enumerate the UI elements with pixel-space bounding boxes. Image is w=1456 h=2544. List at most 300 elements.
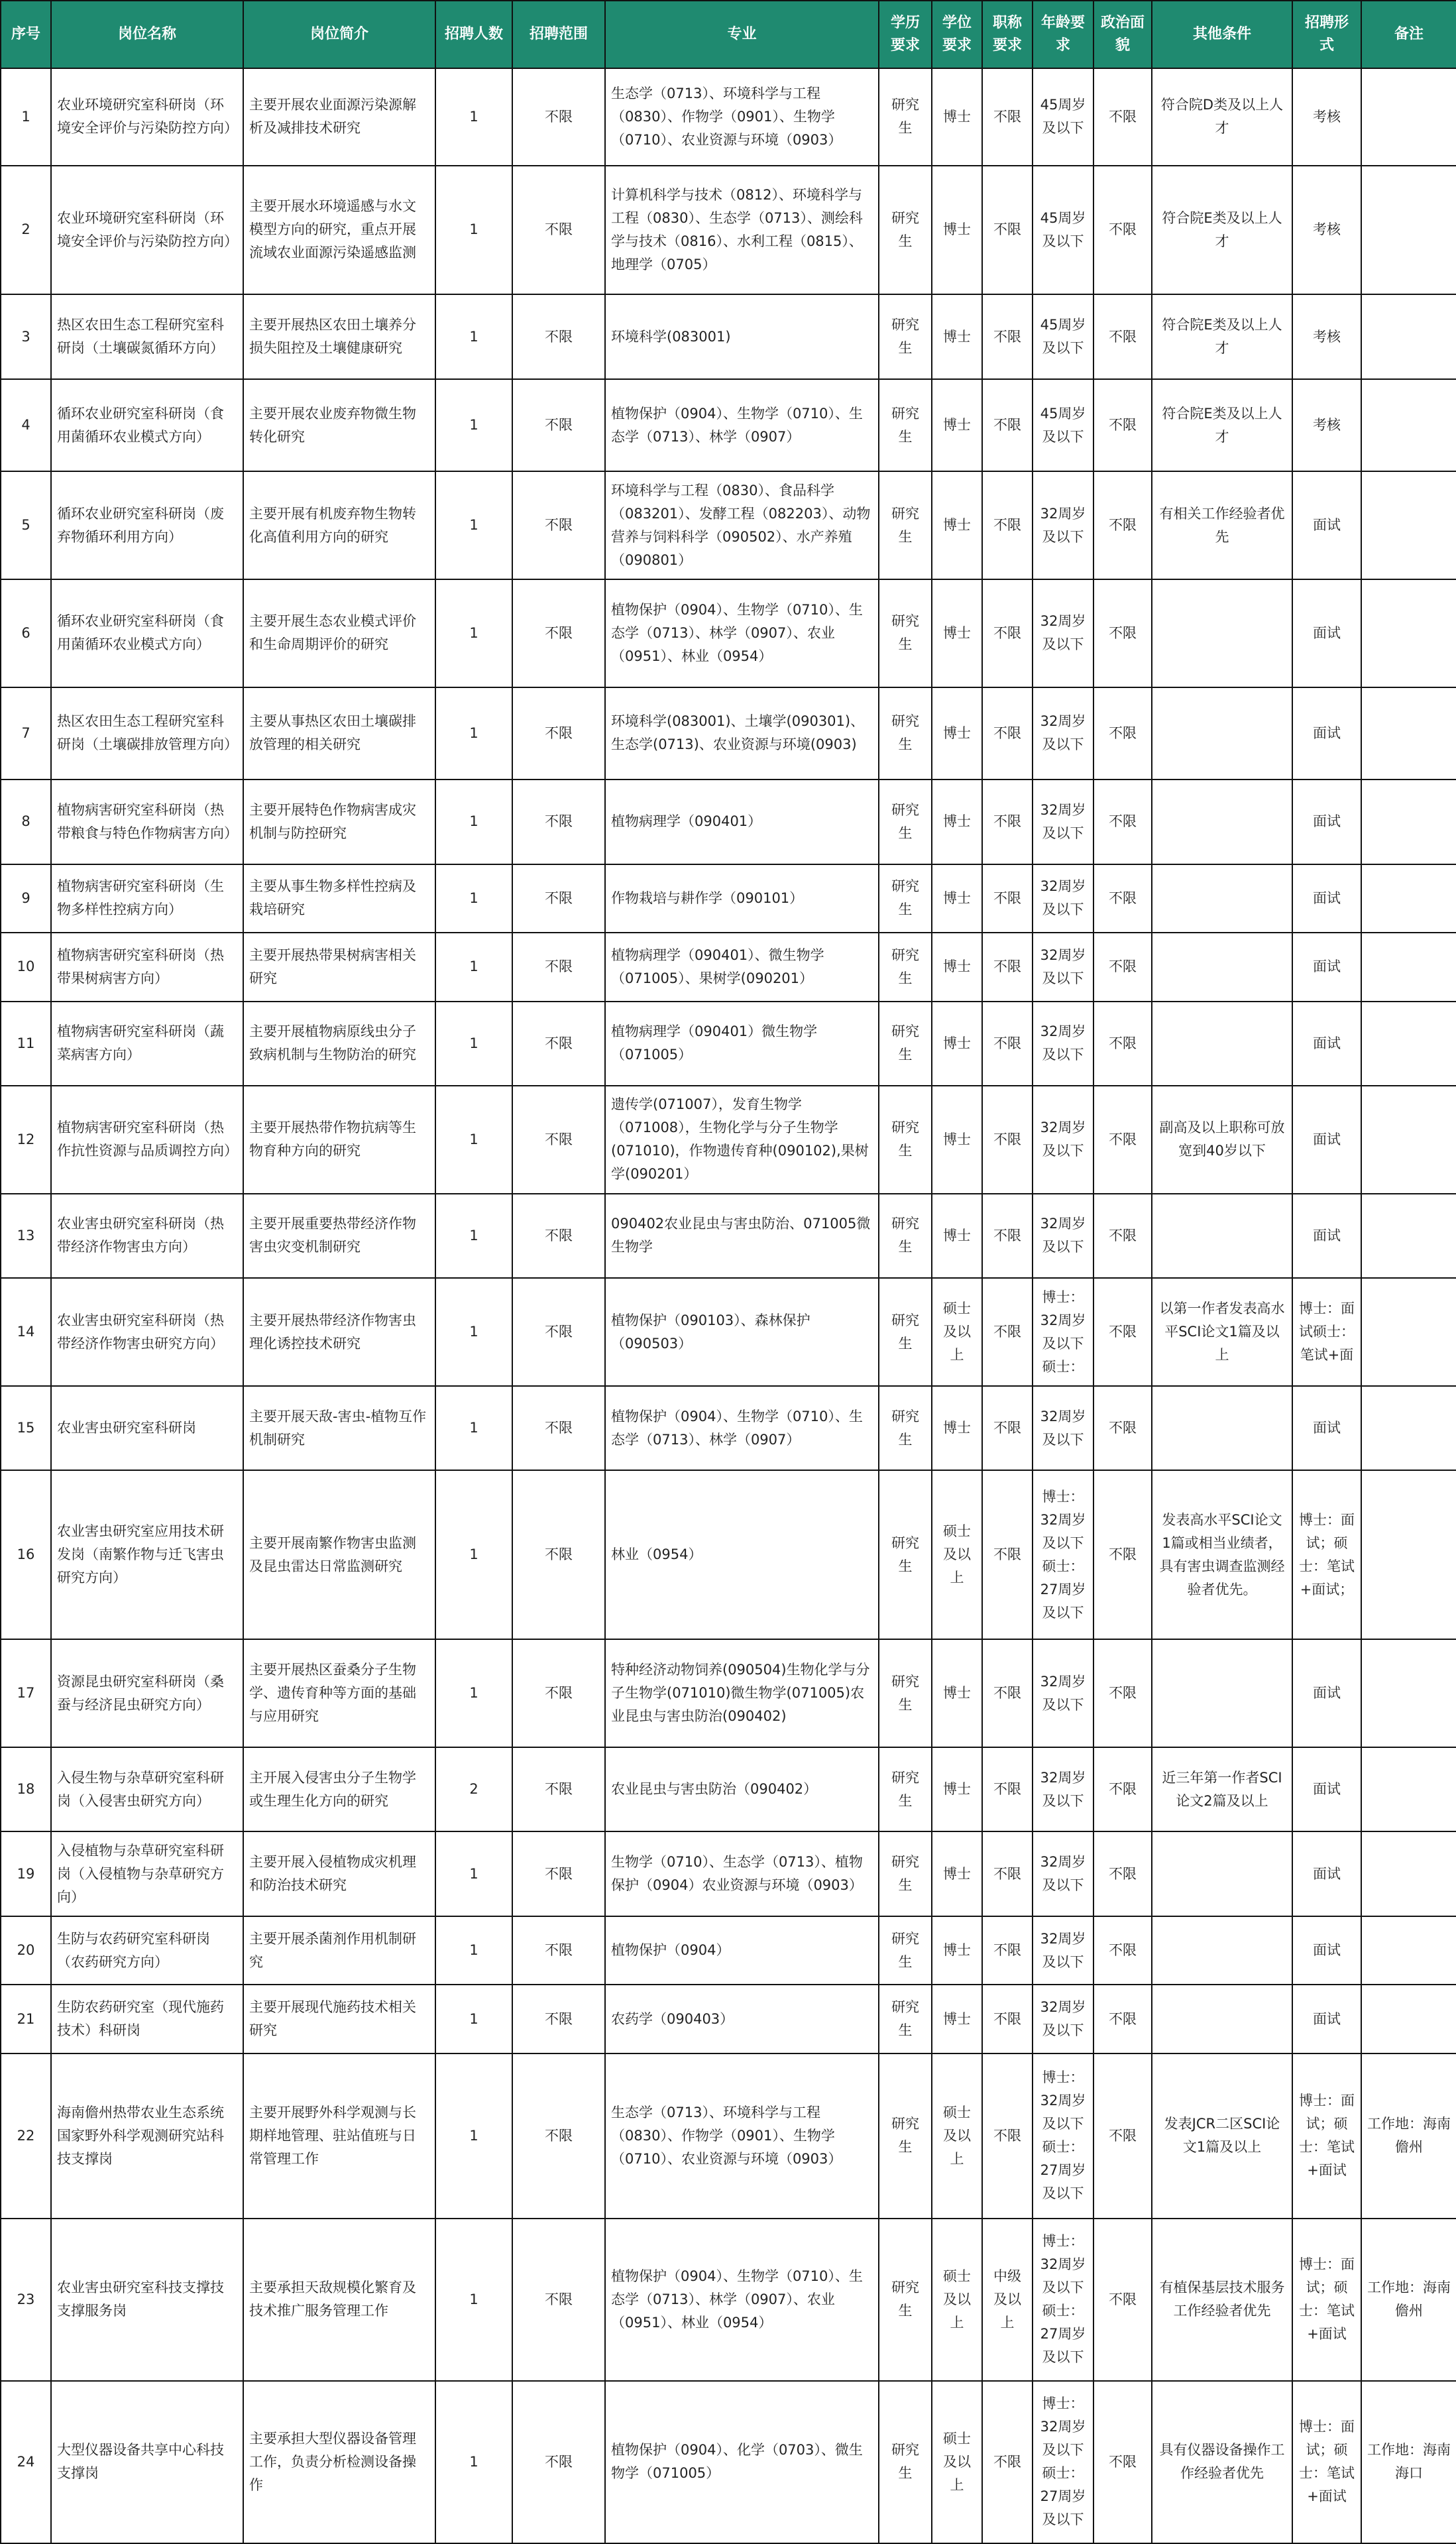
cell-scope: 不限 bbox=[512, 1747, 605, 1832]
cell-headcount: 1 bbox=[435, 166, 512, 295]
cell-scope: 不限 bbox=[512, 864, 605, 933]
cell-remarks bbox=[1361, 1916, 1456, 1985]
cell-remarks bbox=[1361, 579, 1456, 687]
cell-headcount: 1 bbox=[435, 1278, 512, 1386]
table-row bbox=[1, 68, 1456, 166]
cell-index: 17 bbox=[1, 1639, 51, 1747]
cell-index: 3 bbox=[1, 294, 51, 379]
cell-position-summary: 主要从事生物多样性控病及栽培研究 bbox=[243, 864, 435, 933]
col-header-title-requirement: 职称要求 bbox=[982, 1, 1033, 68]
cell-position-summary: 主要开展农业面源污染源解析及减排技术研究 bbox=[243, 68, 435, 166]
cell-position-summary: 主要开展杀菌剂作用机制研究 bbox=[243, 1916, 435, 1985]
cell-education: 研究生 bbox=[879, 68, 932, 166]
cell-age: 32周岁及以下 bbox=[1033, 579, 1093, 687]
cell-age: 45周岁及以下 bbox=[1033, 294, 1093, 379]
cell-recruit-method: 博士：面试硕士：笔试+面 bbox=[1292, 1278, 1361, 1386]
cell-political-status: 不限 bbox=[1093, 1747, 1152, 1832]
cell-position-summary: 主要开展热区农田土壤养分损失阻控及土壤健康研究 bbox=[243, 294, 435, 379]
cell-education: 研究生 bbox=[879, 1985, 932, 2053]
cell-index: 15 bbox=[1, 1386, 51, 1471]
cell-recruit-method: 博士：面试；硕士：笔试+面试 bbox=[1292, 2381, 1361, 2543]
cell-position-name: 资源昆虫研究室科研岗（桑蚕与经济昆虫研究方向） bbox=[51, 1639, 243, 1747]
cell-position-summary: 主开展入侵害虫分子生物学或生理生化方向的研究 bbox=[243, 1747, 435, 1832]
table-row bbox=[1, 1639, 1456, 1747]
cell-age: 32周岁及以下 bbox=[1033, 1639, 1093, 1747]
cell-headcount: 1 bbox=[435, 2219, 512, 2381]
cell-major: 植物病理学（090401） bbox=[605, 780, 879, 864]
cell-other-conditions: 具有仪器设备操作工作经验者优先 bbox=[1152, 2381, 1292, 2543]
cell-position-name: 海南儋州热带农业生态系统国家野外科学观测研究站科技支撑岗 bbox=[51, 2053, 243, 2219]
col-header-other-conditions: 其他条件 bbox=[1152, 1, 1292, 68]
cell-major: 植物病理学（090401）微生物学（071005） bbox=[605, 1002, 879, 1086]
table-row bbox=[1, 1831, 1456, 1916]
cell-education: 研究生 bbox=[879, 1470, 932, 1639]
cell-index: 8 bbox=[1, 780, 51, 864]
cell-position-name: 植物病害研究室科研岗（生物多样性控病方向） bbox=[51, 864, 243, 933]
cell-age: 45周岁及以下 bbox=[1033, 379, 1093, 472]
cell-education: 研究生 bbox=[879, 2219, 932, 2381]
cell-education: 研究生 bbox=[879, 1831, 932, 1916]
cell-other-conditions bbox=[1152, 933, 1292, 1001]
cell-position-summary: 主要开展南繁作物害虫监测及昆虫雷达日常监测研究 bbox=[243, 1470, 435, 1639]
cell-major: 环境科学与工程（0830）、食品科学（083201）、发酵工程（082203）、动物营养与饲料科学（090502）、水产养殖（090801） bbox=[605, 471, 879, 579]
cell-headcount: 1 bbox=[435, 1002, 512, 1086]
cell-degree: 博士 bbox=[932, 864, 982, 933]
cell-education: 研究生 bbox=[879, 471, 932, 579]
cell-position-name: 大型仪器设备共享中心科技支撑岗 bbox=[51, 2381, 243, 2543]
cell-headcount: 1 bbox=[435, 1194, 512, 1279]
cell-education: 研究生 bbox=[879, 166, 932, 295]
cell-position-summary: 主要开展热区蚕桑分子生物学、遗传育种等方面的基础与应用研究 bbox=[243, 1639, 435, 1747]
cell-political-status: 不限 bbox=[1093, 1386, 1152, 1471]
cell-headcount: 1 bbox=[435, 780, 512, 864]
cell-headcount: 1 bbox=[435, 864, 512, 933]
cell-scope: 不限 bbox=[512, 1639, 605, 1747]
cell-index: 22 bbox=[1, 2053, 51, 2219]
cell-position-summary: 主要开展特色作物病害成灾机制与防控研究 bbox=[243, 780, 435, 864]
table-body bbox=[1, 68, 1456, 2543]
cell-title-requirement: 不限 bbox=[982, 864, 1033, 933]
col-header-scope: 招聘范围 bbox=[512, 1, 605, 68]
cell-position-name: 循环农业研究室科研岗（食用菌循环农业模式方向） bbox=[51, 379, 243, 472]
cell-degree: 博士 bbox=[932, 1002, 982, 1086]
cell-political-status: 不限 bbox=[1093, 2381, 1152, 2543]
cell-scope: 不限 bbox=[512, 379, 605, 472]
cell-major: 植物保护（0904）、化学（0703）、微生物学（071005） bbox=[605, 2381, 879, 2543]
cell-title-requirement: 不限 bbox=[982, 68, 1033, 166]
cell-education: 研究生 bbox=[879, 2053, 932, 2219]
cell-title-requirement: 不限 bbox=[982, 166, 1033, 295]
cell-major: 林业（0954） bbox=[605, 1470, 879, 1639]
cell-title-requirement: 不限 bbox=[982, 471, 1033, 579]
col-header-age: 年龄要求 bbox=[1033, 1, 1093, 68]
cell-title-requirement: 不限 bbox=[982, 1639, 1033, 1747]
cell-position-name: 循环农业研究室科研岗（食用菌循环农业模式方向） bbox=[51, 579, 243, 687]
cell-scope: 不限 bbox=[512, 933, 605, 1001]
cell-age: 博士：32周岁及以下硕士：27周岁及以下 bbox=[1033, 2219, 1093, 2381]
cell-headcount: 1 bbox=[435, 1386, 512, 1471]
cell-recruit-method: 面试 bbox=[1292, 1831, 1361, 1916]
cell-political-status: 不限 bbox=[1093, 68, 1152, 166]
cell-political-status: 不限 bbox=[1093, 780, 1152, 864]
cell-education: 研究生 bbox=[879, 2381, 932, 2543]
table-row bbox=[1, 1086, 1456, 1194]
table-row bbox=[1, 1916, 1456, 1985]
cell-other-conditions: 符合院E类及以上人才 bbox=[1152, 166, 1292, 295]
col-header-position-summary: 岗位简介 bbox=[243, 1, 435, 68]
cell-remarks bbox=[1361, 780, 1456, 864]
cell-age: 45周岁及以下 bbox=[1033, 68, 1093, 166]
cell-education: 研究生 bbox=[879, 294, 932, 379]
cell-other-conditions bbox=[1152, 1639, 1292, 1747]
cell-other-conditions: 发表高水平SCI论文1篇或相当业绩者，具有害虫调查监测经验者优先。 bbox=[1152, 1470, 1292, 1639]
cell-degree: 博士 bbox=[932, 294, 982, 379]
cell-other-conditions: 符合院E类及以上人才 bbox=[1152, 294, 1292, 379]
cell-recruit-method: 面试 bbox=[1292, 471, 1361, 579]
cell-recruit-method: 考核 bbox=[1292, 379, 1361, 472]
table-row bbox=[1, 166, 1456, 295]
col-header-major: 专业 bbox=[605, 1, 879, 68]
col-header-degree: 学位要求 bbox=[932, 1, 982, 68]
col-header-recruit-method: 招聘形式 bbox=[1292, 1, 1361, 68]
cell-degree: 硕士及以上 bbox=[932, 1278, 982, 1386]
cell-major: 环境科学(083001) bbox=[605, 294, 879, 379]
cell-other-conditions bbox=[1152, 1916, 1292, 1985]
cell-remarks bbox=[1361, 1278, 1456, 1386]
cell-scope: 不限 bbox=[512, 1916, 605, 1985]
table-header-row bbox=[1, 1, 1456, 68]
cell-scope: 不限 bbox=[512, 780, 605, 864]
cell-political-status: 不限 bbox=[1093, 471, 1152, 579]
cell-position-summary: 主要开展重要热带经济作物害虫灾变机制研究 bbox=[243, 1194, 435, 1279]
cell-remarks bbox=[1361, 1002, 1456, 1086]
cell-other-conditions bbox=[1152, 780, 1292, 864]
cell-position-name: 生防与农药研究室科研岗（农药研究方向） bbox=[51, 1916, 243, 1985]
cell-political-status: 不限 bbox=[1093, 933, 1152, 1001]
cell-title-requirement: 不限 bbox=[982, 687, 1033, 780]
cell-major: 植物保护（0904）、生物学（0710）、生态学（0713）、林学（0907）、农业（0951）、林业（0954） bbox=[605, 579, 879, 687]
cell-index: 23 bbox=[1, 2219, 51, 2381]
cell-recruit-method: 博士：面试；硕士：笔试+面试 bbox=[1292, 2053, 1361, 2219]
cell-headcount: 1 bbox=[435, 579, 512, 687]
col-header-headcount: 招聘人数 bbox=[435, 1, 512, 68]
cell-recruit-method: 面试 bbox=[1292, 1194, 1361, 1279]
cell-title-requirement: 不限 bbox=[982, 1916, 1033, 1985]
cell-recruit-method: 考核 bbox=[1292, 166, 1361, 295]
cell-age: 32周岁及以下 bbox=[1033, 780, 1093, 864]
cell-degree: 硕士及以上 bbox=[932, 2219, 982, 2381]
cell-other-conditions bbox=[1152, 579, 1292, 687]
cell-title-requirement: 不限 bbox=[982, 2381, 1033, 2543]
cell-scope: 不限 bbox=[512, 1194, 605, 1279]
cell-degree: 博士 bbox=[932, 1747, 982, 1832]
cell-recruit-method: 面试 bbox=[1292, 1985, 1361, 2053]
cell-education: 研究生 bbox=[879, 1086, 932, 1194]
cell-headcount: 1 bbox=[435, 68, 512, 166]
cell-scope: 不限 bbox=[512, 579, 605, 687]
cell-index: 5 bbox=[1, 471, 51, 579]
table-row bbox=[1, 780, 1456, 864]
cell-scope: 不限 bbox=[512, 1386, 605, 1471]
cell-title-requirement: 不限 bbox=[982, 1194, 1033, 1279]
cell-age: 博士：32周岁及以下硕士：27周岁及以下 bbox=[1033, 2381, 1093, 2543]
cell-degree: 博士 bbox=[932, 780, 982, 864]
cell-major: 农业昆虫与害虫防治（090402） bbox=[605, 1747, 879, 1832]
cell-position-name: 农业害虫研究室应用技术研发岗（南繁作物与迁飞害虫研究方向） bbox=[51, 1470, 243, 1639]
cell-recruit-method: 博士：面试；硕士：笔试+面试； bbox=[1292, 1470, 1361, 1639]
cell-recruit-method: 面试 bbox=[1292, 1086, 1361, 1194]
cell-degree: 博士 bbox=[932, 1086, 982, 1194]
cell-recruit-method: 面试 bbox=[1292, 1747, 1361, 1832]
cell-recruit-method: 考核 bbox=[1292, 68, 1361, 166]
cell-major: 环境科学(083001)、土壤学(090301)、生态学(0713)、农业资源与环境(0903) bbox=[605, 687, 879, 780]
cell-title-requirement: 不限 bbox=[982, 780, 1033, 864]
cell-major: 遗传学(071007），发育生物学（071008），生物化学与分子生物学(071010)，作物遗传育种(090102),果树学(090201） bbox=[605, 1086, 879, 1194]
cell-age: 32周岁及以下 bbox=[1033, 1747, 1093, 1832]
cell-major: 农药学（090403） bbox=[605, 1985, 879, 2053]
cell-recruit-method: 考核 bbox=[1292, 294, 1361, 379]
cell-index: 13 bbox=[1, 1194, 51, 1279]
cell-remarks bbox=[1361, 1747, 1456, 1832]
cell-remarks bbox=[1361, 1386, 1456, 1471]
cell-position-name: 生防农药研究室（现代施药技术）科研岗 bbox=[51, 1985, 243, 2053]
cell-remarks bbox=[1361, 1470, 1456, 1639]
cell-position-summary: 主要承担大型仪器设备管理工作，负责分析检测设备操作 bbox=[243, 2381, 435, 2543]
cell-title-requirement: 不限 bbox=[982, 1747, 1033, 1832]
cell-political-status: 不限 bbox=[1093, 1470, 1152, 1639]
cell-degree: 博士 bbox=[932, 379, 982, 472]
cell-age: 32周岁及以下 bbox=[1033, 1916, 1093, 1985]
cell-position-name: 农业害虫研究室科技支撑技支撑服务岗 bbox=[51, 2219, 243, 2381]
cell-recruit-method: 面试 bbox=[1292, 933, 1361, 1001]
cell-political-status: 不限 bbox=[1093, 579, 1152, 687]
cell-scope: 不限 bbox=[512, 1470, 605, 1639]
cell-degree: 硕士及以上 bbox=[932, 2053, 982, 2219]
cell-education: 研究生 bbox=[879, 1747, 932, 1832]
table-row bbox=[1, 579, 1456, 687]
cell-remarks bbox=[1361, 1639, 1456, 1747]
cell-position-name: 入侵生物与杂草研究室科研岗（入侵害虫研究方向） bbox=[51, 1747, 243, 1832]
cell-position-name: 农业环境研究室科研岗（环境安全评价与污染防控方向） bbox=[51, 68, 243, 166]
cell-remarks bbox=[1361, 68, 1456, 166]
cell-headcount: 1 bbox=[435, 1916, 512, 1985]
cell-degree: 博士 bbox=[932, 166, 982, 295]
cell-remarks bbox=[1361, 471, 1456, 579]
cell-index: 18 bbox=[1, 1747, 51, 1832]
cell-age: 32周岁及以下 bbox=[1033, 864, 1093, 933]
cell-age: 32周岁及以下 bbox=[1033, 687, 1093, 780]
cell-position-summary: 主要开展天敌-害虫-植物互作机制研究 bbox=[243, 1386, 435, 1471]
cell-education: 研究生 bbox=[879, 579, 932, 687]
cell-title-requirement: 不限 bbox=[982, 579, 1033, 687]
cell-index: 19 bbox=[1, 1831, 51, 1916]
cell-title-requirement: 不限 bbox=[982, 933, 1033, 1001]
table-row bbox=[1, 2053, 1456, 2219]
cell-remarks bbox=[1361, 933, 1456, 1001]
cell-major: 特种经济动物饲养(090504)生物化学与分子生物学(071010)微生物学(071005)农业昆虫与害虫防治(090402) bbox=[605, 1639, 879, 1747]
cell-recruit-method: 面试 bbox=[1292, 1386, 1361, 1471]
cell-age: 32周岁及以下 bbox=[1033, 1386, 1093, 1471]
cell-remarks: 工作地：海南儋州 bbox=[1361, 2053, 1456, 2219]
cell-scope: 不限 bbox=[512, 1831, 605, 1916]
cell-headcount: 1 bbox=[435, 2381, 512, 2543]
cell-political-status: 不限 bbox=[1093, 1086, 1152, 1194]
cell-age: 32周岁及以下 bbox=[1033, 1985, 1093, 2053]
cell-age: 32周岁及以下 bbox=[1033, 471, 1093, 579]
cell-major: 作物栽培与耕作学（090101） bbox=[605, 864, 879, 933]
cell-position-name: 植物病害研究室科研岗（热作抗性资源与品质调控方向） bbox=[51, 1086, 243, 1194]
cell-headcount: 1 bbox=[435, 379, 512, 472]
cell-position-summary: 主要开展现代施药技术相关研究 bbox=[243, 1985, 435, 2053]
cell-scope: 不限 bbox=[512, 294, 605, 379]
cell-title-requirement: 不限 bbox=[982, 2053, 1033, 2219]
cell-position-name: 热区农田生态工程研究室科研岗（土壤碳排放管理方向） bbox=[51, 687, 243, 780]
cell-position-name: 植物病害研究室科研岗（热带粮食与特色作物病害方向） bbox=[51, 780, 243, 864]
cell-degree: 硕士及以上 bbox=[932, 1470, 982, 1639]
cell-title-requirement: 不限 bbox=[982, 1831, 1033, 1916]
cell-major: 植物保护（0904）、生物学（0710）、生态学（0713）、林学（0907） bbox=[605, 1386, 879, 1471]
cell-index: 24 bbox=[1, 2381, 51, 2543]
cell-headcount: 1 bbox=[435, 1831, 512, 1916]
cell-age: 博士：32周岁及以下硕士： bbox=[1033, 1278, 1093, 1386]
cell-remarks: 工作地：海南海口 bbox=[1361, 2381, 1456, 2543]
cell-age: 32周岁及以下 bbox=[1033, 933, 1093, 1001]
cell-recruit-method: 面试 bbox=[1292, 687, 1361, 780]
cell-index: 21 bbox=[1, 1985, 51, 2053]
cell-other-conditions bbox=[1152, 1985, 1292, 2053]
cell-scope: 不限 bbox=[512, 2053, 605, 2219]
cell-position-summary: 主要开展有机废弃物生物转化高值利用方向的研究 bbox=[243, 471, 435, 579]
cell-degree: 博士 bbox=[932, 1639, 982, 1747]
cell-position-summary: 主要开展水环境遥感与水文模型方向的研究，重点开展流域农业面源污染遥感监测 bbox=[243, 166, 435, 295]
cell-education: 研究生 bbox=[879, 933, 932, 1001]
cell-other-conditions: 符合院E类及以上人才 bbox=[1152, 379, 1292, 472]
cell-major: 植物保护（090103）、森林保护（090503） bbox=[605, 1278, 879, 1386]
cell-position-summary: 主要开展植物病原线虫分子致病机制与生物防治的研究 bbox=[243, 1002, 435, 1086]
cell-major: 生物学（0710）、生态学（0713）、植物保护（0904）农业资源与环境（0903） bbox=[605, 1831, 879, 1916]
cell-position-summary: 主要从事热区农田土壤碳排放管理的相关研究 bbox=[243, 687, 435, 780]
cell-position-summary: 主要开展生态农业模式评价和生命周期评价的研究 bbox=[243, 579, 435, 687]
cell-position-name: 植物病害研究室科研岗（蔬菜病害方向） bbox=[51, 1002, 243, 1086]
cell-index: 9 bbox=[1, 864, 51, 933]
cell-index: 20 bbox=[1, 1916, 51, 1985]
cell-title-requirement: 不限 bbox=[982, 379, 1033, 472]
cell-age: 45周岁及以下 bbox=[1033, 166, 1093, 295]
cell-recruit-method: 面试 bbox=[1292, 1916, 1361, 1985]
cell-age: 博士：32周岁及以下硕士：27周岁及以下 bbox=[1033, 2053, 1093, 2219]
cell-remarks bbox=[1361, 1831, 1456, 1916]
cell-title-requirement: 中级及以上 bbox=[982, 2219, 1033, 2381]
cell-political-status: 不限 bbox=[1093, 166, 1152, 295]
cell-scope: 不限 bbox=[512, 1002, 605, 1086]
cell-degree: 硕士及以上 bbox=[932, 2381, 982, 2543]
cell-recruit-method: 面试 bbox=[1292, 780, 1361, 864]
cell-index: 1 bbox=[1, 68, 51, 166]
cell-education: 研究生 bbox=[879, 780, 932, 864]
cell-other-conditions bbox=[1152, 1386, 1292, 1471]
cell-education: 研究生 bbox=[879, 687, 932, 780]
cell-position-summary: 主要开展入侵植物成灾机理和防治技术研究 bbox=[243, 1831, 435, 1916]
cell-degree: 博士 bbox=[932, 579, 982, 687]
cell-index: 12 bbox=[1, 1086, 51, 1194]
col-header-political-status: 政治面貌 bbox=[1093, 1, 1152, 68]
table-row bbox=[1, 1194, 1456, 1279]
cell-major: 植物保护（0904）、生物学（0710）、生态学（0713）、林学（0907）、农业（0951）、林业（0954） bbox=[605, 2219, 879, 2381]
cell-other-conditions bbox=[1152, 1831, 1292, 1916]
cell-position-summary: 主要开展热带果树病害相关研究 bbox=[243, 933, 435, 1001]
cell-political-status: 不限 bbox=[1093, 864, 1152, 933]
table-row bbox=[1, 1747, 1456, 1832]
cell-other-conditions bbox=[1152, 687, 1292, 780]
cell-major: 计算机科学与技术（0812）、环境科学与工程（0830）、生态学（0713）、测绘科学与技术（0816）、水利工程（0815）、地理学（0705） bbox=[605, 166, 879, 295]
cell-degree: 博士 bbox=[932, 687, 982, 780]
table-row bbox=[1, 1470, 1456, 1639]
cell-education: 研究生 bbox=[879, 379, 932, 472]
table-row bbox=[1, 687, 1456, 780]
cell-age: 32周岁及以下 bbox=[1033, 1194, 1093, 1279]
cell-title-requirement: 不限 bbox=[982, 1002, 1033, 1086]
col-header-remarks: 备注 bbox=[1361, 1, 1456, 68]
cell-education: 研究生 bbox=[879, 1639, 932, 1747]
cell-title-requirement: 不限 bbox=[982, 1278, 1033, 1386]
cell-other-conditions: 有相关工作经验者优先 bbox=[1152, 471, 1292, 579]
cell-education: 研究生 bbox=[879, 1278, 932, 1386]
cell-age: 32周岁及以下 bbox=[1033, 1086, 1093, 1194]
table-row bbox=[1, 379, 1456, 472]
table-row bbox=[1, 1985, 1456, 2053]
cell-position-summary: 主要承担天敌规模化繁育及技术推广服务管理工作 bbox=[243, 2219, 435, 2381]
cell-remarks bbox=[1361, 1194, 1456, 1279]
cell-major: 植物病理学（090401）、微生物学（071005）、果树学(090201） bbox=[605, 933, 879, 1001]
cell-degree: 博士 bbox=[932, 1194, 982, 1279]
cell-remarks: 工作地：海南儋州 bbox=[1361, 2219, 1456, 2381]
cell-position-name: 循环农业研究室科研岗（废弃物循环利用方向） bbox=[51, 471, 243, 579]
cell-title-requirement: 不限 bbox=[982, 1470, 1033, 1639]
cell-major: 生态学（0713）、环境科学与工程（0830）、作物学（0901）、生物学（0710）、农业资源与环境（0903） bbox=[605, 68, 879, 166]
cell-position-name: 植物病害研究室科研岗（热带果树病害方向） bbox=[51, 933, 243, 1001]
cell-scope: 不限 bbox=[512, 1086, 605, 1194]
cell-index: 10 bbox=[1, 933, 51, 1001]
table-row bbox=[1, 1386, 1456, 1471]
cell-position-summary: 主要开展野外科学观测与长期样地管理、驻站值班与日常管理工作 bbox=[243, 2053, 435, 2219]
cell-other-conditions bbox=[1152, 864, 1292, 933]
cell-recruit-method: 面试 bbox=[1292, 579, 1361, 687]
cell-scope: 不限 bbox=[512, 68, 605, 166]
cell-position-name: 农业害虫研究室科研岗（热带经济作物害虫研究方向） bbox=[51, 1278, 243, 1386]
cell-remarks bbox=[1361, 1086, 1456, 1194]
table-row bbox=[1, 471, 1456, 579]
table-row bbox=[1, 294, 1456, 379]
cell-headcount: 1 bbox=[435, 687, 512, 780]
table-row bbox=[1, 2381, 1456, 2543]
cell-scope: 不限 bbox=[512, 471, 605, 579]
cell-other-conditions: 以第一作者发表高水平SCI论文1篇及以上 bbox=[1152, 1278, 1292, 1386]
cell-index: 11 bbox=[1, 1002, 51, 1086]
cell-position-summary: 主要开展农业废弃物微生物转化研究 bbox=[243, 379, 435, 472]
cell-political-status: 不限 bbox=[1093, 1916, 1152, 1985]
cell-remarks bbox=[1361, 687, 1456, 780]
cell-other-conditions: 符合院D类及以上人才 bbox=[1152, 68, 1292, 166]
cell-title-requirement: 不限 bbox=[982, 1086, 1033, 1194]
cell-political-status: 不限 bbox=[1093, 1639, 1152, 1747]
cell-major: 植物保护（0904）、生物学（0710）、生态学（0713）、林学（0907） bbox=[605, 379, 879, 472]
cell-other-conditions: 副高及以上职称可放宽到40岁以下 bbox=[1152, 1086, 1292, 1194]
cell-scope: 不限 bbox=[512, 687, 605, 780]
cell-other-conditions: 发表JCR二区SCI论文1篇及以上 bbox=[1152, 2053, 1292, 2219]
cell-political-status: 不限 bbox=[1093, 1278, 1152, 1386]
cell-headcount: 2 bbox=[435, 1747, 512, 1832]
cell-degree: 博士 bbox=[932, 68, 982, 166]
